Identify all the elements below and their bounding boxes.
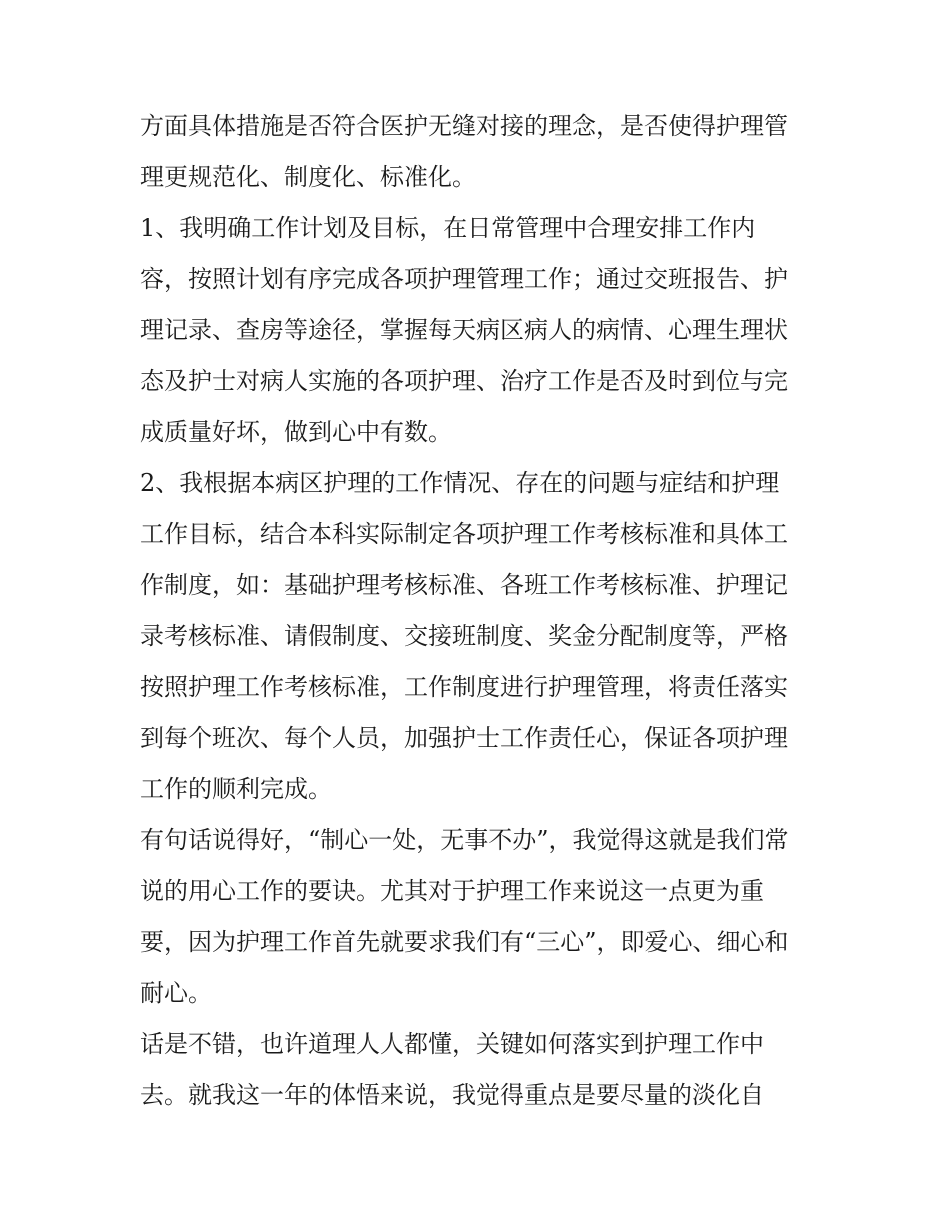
text-line: 方面具体措施是否符合医护无缝对接的理念，是否使得护理管 — [140, 112, 788, 140]
text-line: 话是不错，也许道理人人都懂，关键如何落实到护理工作中 — [140, 1030, 764, 1058]
text-line: 理记录、查房等途径，掌握每天病区病人的病情、心理生理状 — [140, 316, 788, 344]
text-line: 有句话说得好，“制心一处，无事不办”，我觉得这就是我们常 — [140, 826, 789, 854]
text-line: 2、我根据本病区护理的工作情况、存在的问题与症结和护理 — [140, 469, 780, 497]
text-line: 录考核标准、请假制度、交接班制度、奖金分配制度等，严格 — [140, 622, 788, 650]
text-line: 工作目标，结合本科实际制定各项护理工作考核标准和具体工 — [140, 520, 788, 548]
text-line: 去。就我这一年的体悟来说，我觉得重点是要尽量的淡化自 — [140, 1081, 764, 1109]
text-line: 到每个班次、每个人员，加强护士工作责任心，保证各项护理 — [140, 724, 788, 752]
text-line: 说的用心工作的要诀。尤其对于护理工作来说这一点更为重 — [140, 877, 764, 905]
text-line: 态及护士对病人实施的各项护理、治疗工作是否及时到位与完 — [140, 367, 788, 395]
text-line: 容，按照计划有序完成各项护理管理工作；通过交班报告、护 — [140, 265, 788, 293]
text-line: 1、我明确工作计划及目标，在日常管理中合理安排工作内 — [140, 214, 756, 242]
text-line: 工作的顺利完成。 — [140, 775, 332, 803]
text-line: 耐心。 — [140, 979, 212, 1007]
text-line: 理更规范化、制度化、标准化。 — [140, 163, 476, 191]
document-body — [140, 101, 820, 1121]
text-line: 成质量好坏，做到心中有数。 — [140, 418, 452, 446]
text-line: 作制度，如：基础护理考核标准、各班工作考核标准、护理记 — [140, 571, 788, 599]
text-line: 要，因为护理工作首先就要求我们有“三心”，即爱心、细心和 — [140, 928, 789, 956]
text-line: 按照护理工作考核标准，工作制度进行护理管理，将责任落实 — [140, 673, 788, 701]
